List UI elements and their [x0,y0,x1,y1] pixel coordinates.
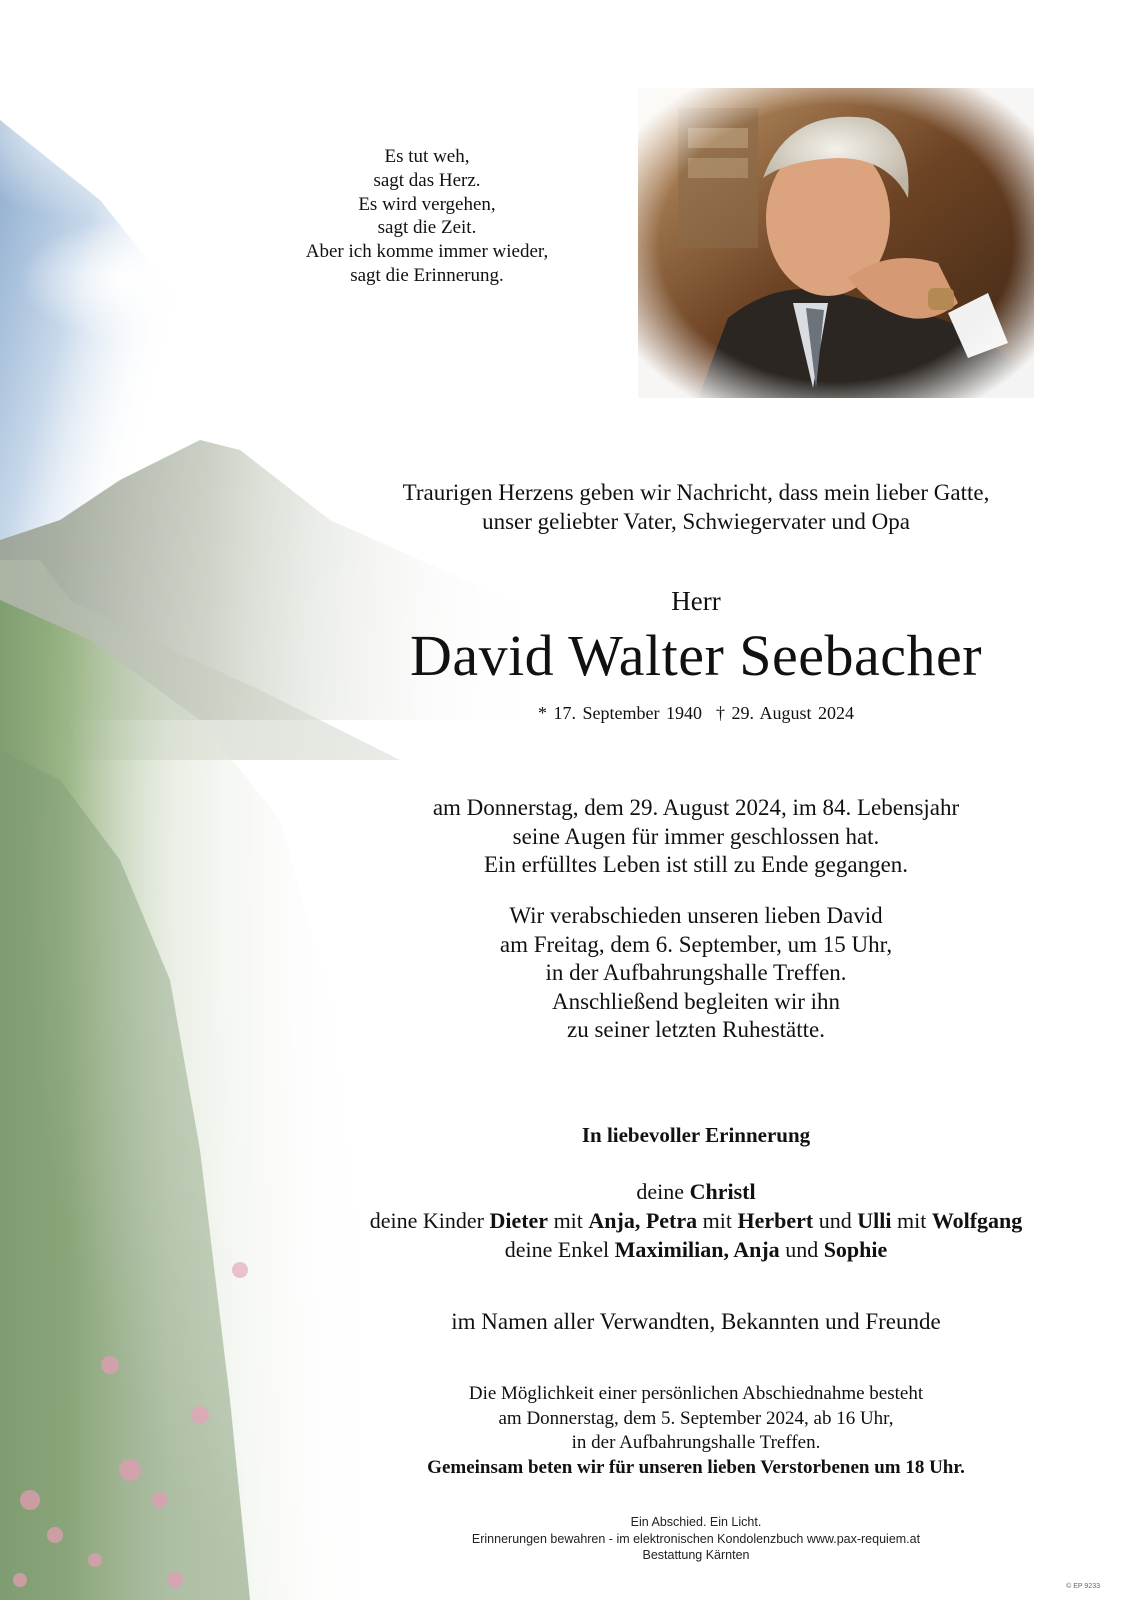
poem [250,145,604,288]
intro-line: unser geliebter Vater, Schwiegervater und Opa [482,509,910,534]
family-children-line [300,1206,1092,1235]
farewell-line: am Donnerstag, dem 5. September 2024, ab 16 Uhr, [498,1407,894,1429]
poem-line: Aber ich komme immer wieder, [305,241,549,263]
family-text: mit [891,1208,932,1233]
footer-line: Bestattung Kärnten [642,1548,750,1562]
family-text: deine Enkel [504,1237,615,1262]
death-date: † 29. August 2024 [715,703,854,723]
memory-heading: In liebevoller Erinnerung [581,1123,811,1147]
family-grandchildren-line [300,1235,1092,1264]
deceased-name: David Walter Seebacher [409,623,983,688]
family-spouse-line [300,1177,1092,1206]
farewell-line: Die Möglichkeit einer persönlichen Abschiednahme besteht [468,1383,924,1404]
paragraph-line: seine Augen für immer geschlossen hat. [512,823,880,849]
family-name: Ulli [857,1208,892,1233]
paragraph-line: Anschließend begleiten wir ihn [551,988,841,1014]
family-name: Maximilian, Anja [614,1237,780,1262]
poem-line: Es tut weh, [384,146,470,167]
family-text: deine Kinder [369,1208,490,1233]
family-name: Sophie [823,1237,888,1262]
prayer-line: Gemeinsam beten wir für unseren lieben Verstorbenen um 18 Uhr. [427,1456,965,1478]
family-text: mit [548,1208,589,1233]
birth-date: * 17. September 1940 [538,703,702,723]
family-name: Christl [689,1179,756,1204]
footer [300,1514,1092,1564]
paragraph-line: am Donnerstag, dem 29. August 2024, im 84. Lebensjahr [432,795,960,820]
poem-line: sagt das Herz. [373,169,481,191]
paragraph-line: Wir verabschieden unseren lieben David [509,903,883,928]
family-text: mit [697,1208,738,1233]
family-list [300,1177,1092,1264]
poem-line: sagt die Zeit. [377,217,477,239]
portrait-photo [638,88,1034,398]
poem-line: Es wird vergehen, [358,193,496,215]
life-dates [300,703,1092,724]
paragraph-line: am Freitag, dem 6. September, um 15 Uhr, [499,931,893,957]
relatives-line: im Namen aller Verwandten, Bekannten und Freunde [451,1309,941,1334]
family-text: und [779,1237,824,1262]
death-notice-paragraph [300,794,1092,880]
farewell-line: in der Aufbahrungshalle Treffen. [571,1432,821,1453]
family-text: deine [636,1179,690,1204]
intro-line: Traurigen Herzens geben wir Nachricht, dass mein lieber Gatte, [402,480,990,505]
footer-line: Ein Abschied. Ein Licht. [630,1515,762,1529]
family-name: Herbert [737,1208,814,1233]
intro-text [300,478,1092,536]
funeral-paragraph [300,902,1092,1045]
family-name: Anja, Petra [588,1208,698,1233]
paragraph-line: in der Aufbahrungshalle Treffen. [545,960,847,985]
salutation: Herr [671,586,721,616]
document-code: © EP 9233 [1066,1583,1100,1590]
paragraph-line: zu seiner letzten Ruhestätte. [566,1017,825,1042]
family-text: und [813,1208,858,1233]
footer-line: Erinnerungen bewahren - im elektronischen Kondolenzbuch www.pax-requiem.at [471,1531,921,1546]
family-name: Wolfgang [931,1208,1023,1233]
poem-line: sagt die Erinnerung. [350,264,504,286]
family-name: Dieter [489,1208,549,1233]
paragraph-line: Ein erfülltes Leben ist still zu Ende gegangen. [483,852,909,877]
farewell-info [300,1382,1092,1480]
